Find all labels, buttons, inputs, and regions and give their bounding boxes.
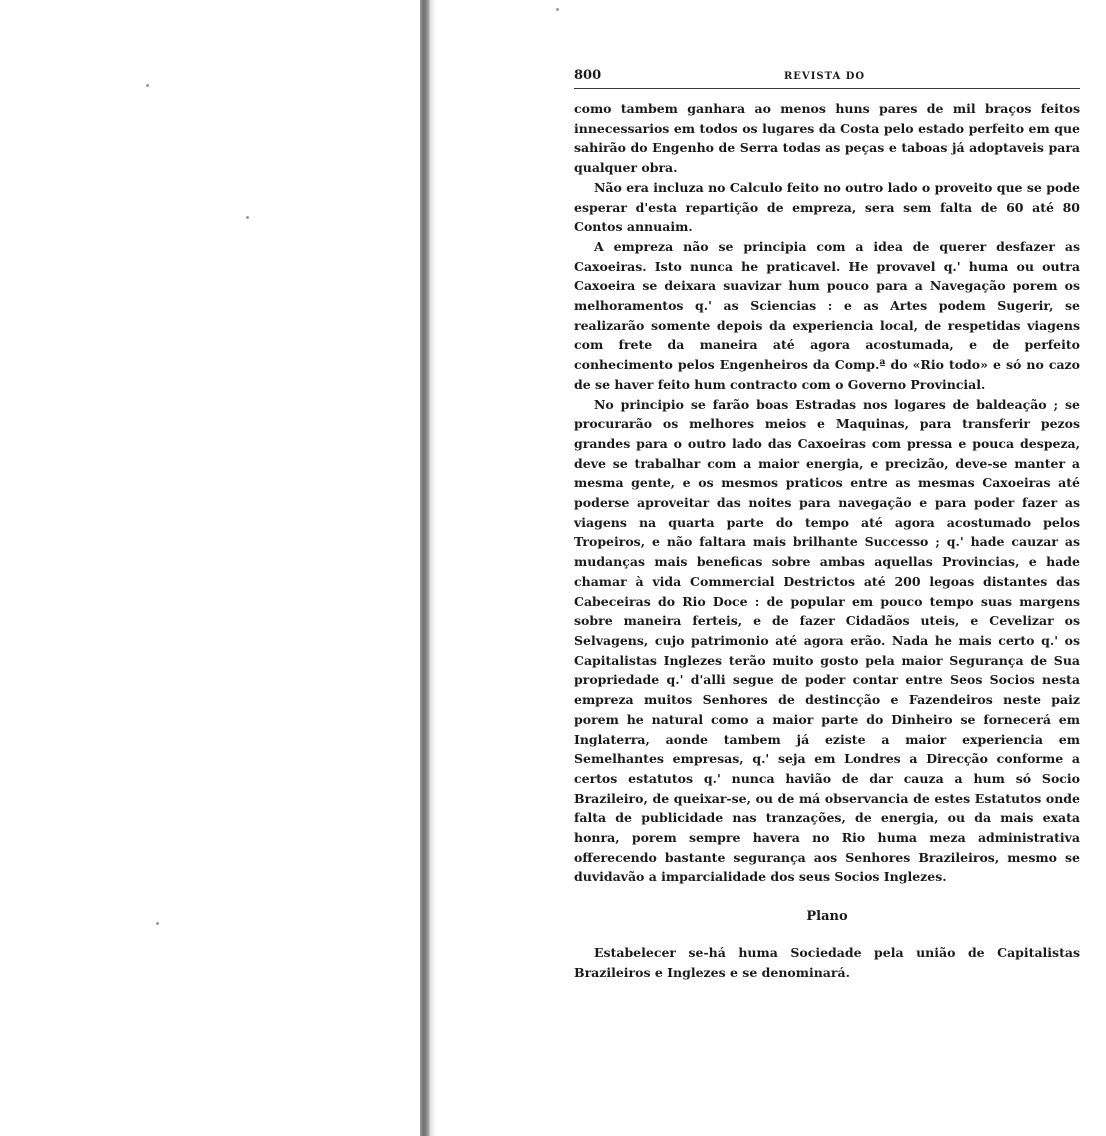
section-title: Plano [806,909,848,925]
running-head-title: REVISTA DO [784,71,866,82]
body-text [574,99,1080,887]
paper-speck [146,84,149,87]
paragraph: No principio se farão boas Estradas nos logares de baldeação ; se procurarão os melhores meios e Maquinas, para transferir pezos grandes para o outro lado das Caxoeiras com pressa e pouca despeza, deve se trabalhar com a maior energia, e precizão, deve-se manter a mesma gente, e os mesmos praticos entre as mesmas Caxoeiras até poderse aproveitar das noites para navegação e para poder fazer as viagens na quarta parte do tempo até agora acostumado pelos Tropeiros, e não faltara mais brilhante Successo ; q.' hade cauzar as mudanças mais beneficas sobre ambas aquellas Provincias, e hade chamar à vida Commercial Destrictos até 200 legoas distantes das Cabeceiras do Rio Doce : de popular em pouco tempo suas margens sobre maneira ferteis, e de fazer Cidadãos uteis, e Cevelizar os Selvagens, cujo patrimonio até agora erão. Nada he mais certo q.' os Capitalistas Inglezes terão muito gosto pela maior Segurança de Sua propriedade q.' d'alli segue de poder contar entre Seos Socios nesta empreza muitos Senhores de destincção e Fazendeiros neste paiz porem he natural como a maior parte do Dinheiro se fornecerá em Inglaterra, aonde tambem já eziste a maior experiencia em Semelhantes empresas, q.' seja em Londres a Direcção conforme a certos estatutos q.' nunca havião de dar cauza a hum só Socio Brazileiro, de queixar-se, ou de má observancia de estes Estatutos onde falta de publicidade nas tranzações, de energia, ou da mais exata honra, porem sempre havera no Rio huma meza administrativa offerecendo bastante segurança aos Senhores Brazileiros, mesmo se duvidavão a imparcialidade dos seus Socios Inglezes. [574,396,1080,885]
book-gutter [420,0,430,1136]
plano-text [574,943,1080,982]
paper-speck [246,216,249,219]
paragraph: Estabelecer se-há huma Sociedade pela união de Capitalistas Brazileiros e Inglezes e se denominará. [574,945,1080,980]
gutter-shadow [430,0,436,1136]
paper-speck [556,8,559,11]
running-head [574,66,1080,89]
book-page [574,66,1080,983]
paragraph: como tambem ganhara ao menos huns pares de mil braços feitos innecessarios em todos os lugares da Costa pelo estado perfeito em que sahirão do Engenho de Serra todas as peças e taboas já adoptaveis para qualquer obra. [574,101,1080,176]
paragraph: A empreza não se principia com a idea de querer desfazer as Caxoeiras. Isto nunca he praticavel. He provavel q.' huma ou outra Caxoeira se deixara suavizar hum pouco para a Navegação porem os melhoramentos q.' as Sciencias : e as Artes podem Sugerir, se realizarão somente depois da experiencia local, de respetidas viagens com frete da maneira até agora acostumada, e de perfeito conhecimento pelos Engenheiros da Comp.ª do «Rio todo» e só no cazo de se haver feito hum contracto com o Governo Provincial. [574,238,1080,392]
paragraph: Não era incluza no Calculo feito no outro lado o proveito que se pode esperar d'esta repartição de empreza, sera sem falta de 60 até 80 Contos annuaim. [574,179,1080,235]
page-number: 800 [574,68,602,83]
paper-speck [156,922,159,925]
